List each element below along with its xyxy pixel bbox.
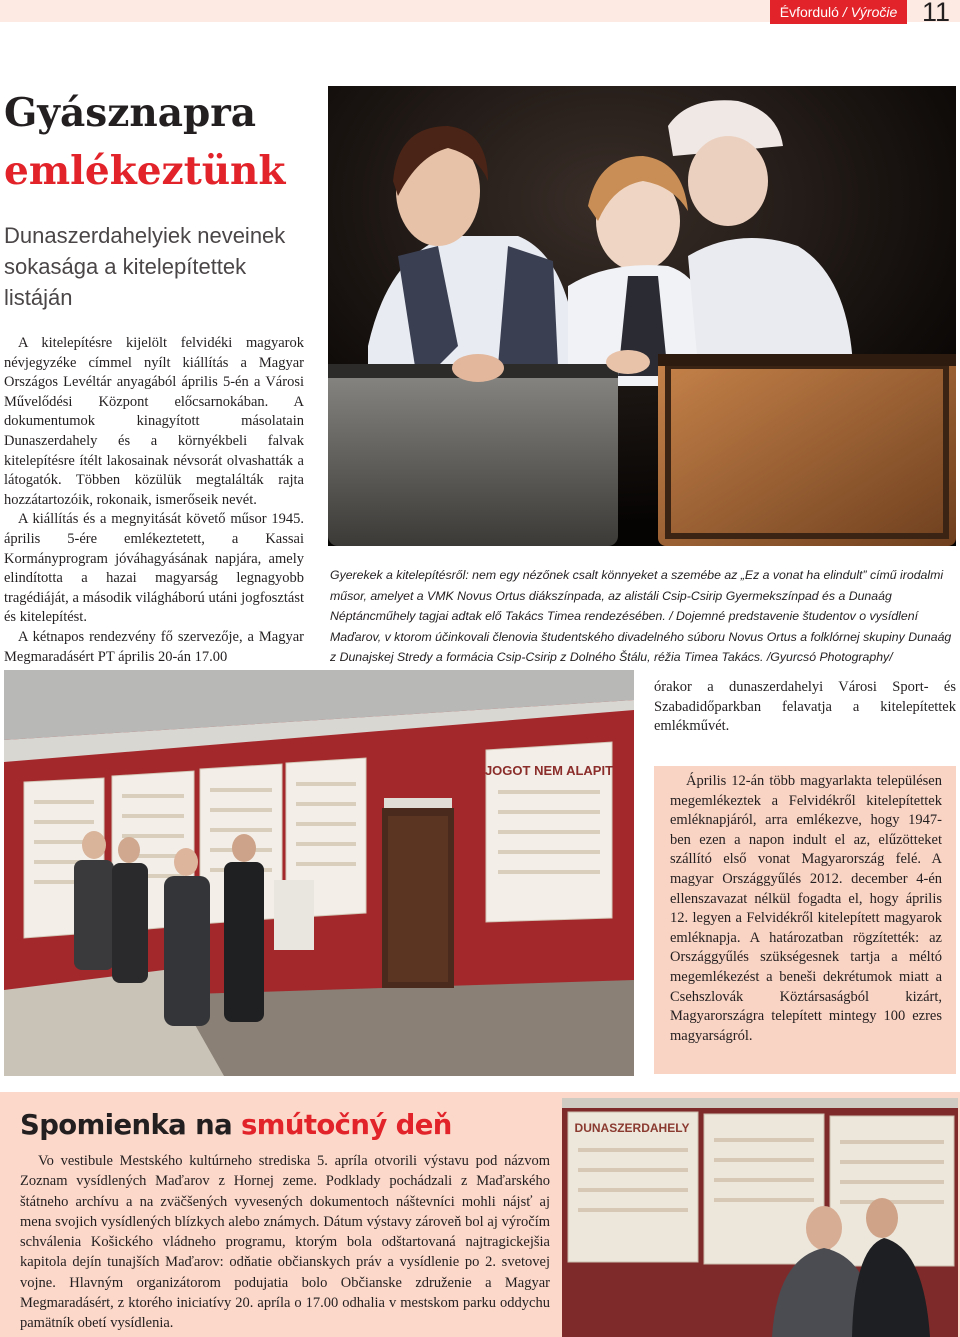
photo-children-with-suitcases bbox=[328, 86, 956, 546]
article-paragraph-1: A kitelepítésre kijelölt felvidéki magyarok névjegyzéke címmel nyílt kiállítás a Magyar Országos Levéltár anyagából április 5-én a Városi Művelődési Központ előcsarnokában. A dokumentumok kinagyított másolatain Dunaszerdahely és a környékbeli falvak kitelepítésre ítélt lakosainak névsorát olvashatták a látogatók. Többen közülük megtalálták rajta hozzátartozóik, rokonaik, ismerőseik nevét. bbox=[4, 335, 304, 508]
article-paragraph-3-continued: órakor a dunaszerdahelyi Városi Sport- és Szabadidőparkban felavatja a kitelepítettek emlékművét. bbox=[654, 679, 956, 735]
highlight-box-text bbox=[670, 772, 942, 1046]
caption-slovak: / Dojemné predstavenie študentov o vysídlení Maďarov, v ktorom účinkovali členovia študentského divadelného súboru Novus Ortus a folklórnej skupiny Dunaág z Dunajskej Stredy a formácia Csip-Csirip z Dolného Štálu, réžia Timea Takács. bbox=[330, 609, 952, 665]
visitors-photo-illustration bbox=[562, 1098, 958, 1337]
article-paragraph-3: A kétnapos rendezvény fő szervezője, a Magyar Megmaradásért PT április 20-án 17.00 bbox=[4, 628, 304, 665]
article-paragraph-2: A kiállítás és a megnyitását követő műsor 1945. április 5-ére emlékeztetett, a Kassai Kormányprogram jóváhagyásának napjára, amely elindította a hazai magyarság legnagyobb tragédiáját, a második világháború utáni jogfosztást és kitelepítést. bbox=[4, 511, 304, 626]
headline-line-2: emlékeztünk bbox=[4, 148, 286, 194]
children-photo-illustration bbox=[328, 86, 956, 546]
slovak-headline-red: smútočný deň bbox=[241, 1109, 452, 1141]
exhibition-poster-title: JOGOT NEM ALAPIT bbox=[484, 763, 614, 778]
section-label-hu: Évforduló bbox=[779, 4, 839, 20]
exhibition-photo-illustration bbox=[4, 670, 634, 1076]
slovak-body bbox=[20, 1151, 550, 1334]
photo-credit: /Gyurcsó Photography/ bbox=[766, 650, 893, 665]
highlight-paragraph: Április 12-án több magyarlakta településen megemlékeztek a Felvidékről kitelepítettek emléknapjáról, arra emlékezve, hogy 1947-ben ezen a napon indult el az, elűzötteket szállító első vonat Magyarország felé. A magyar Országgyűlés 2012. december 4-én ellenszavazat nélkül fogadta el, hogy április 12. legyen a Felvidékről kitelepített magyarok emléknapja. A határozatban rögzítették: az Országgyűlés szükségesnek tartja a méltó megemlékezést a beneši dekrétumok miatt a Csehszlovák Köztársaságból kizárt, Magyarországra telepített mintegy 100 ezres magyarságról. bbox=[670, 773, 942, 1044]
caption-hungarian: Gyerekek a kitelepítésről: nem egy nézőnek csalt könnyeket a szemébe az „Ez a vonat ha elindult” című irodalmi műsor, amelyet a VMK Novus Ortus diákszínpada, az alistáli Csip-Csirip Gyermekszínpad és a Dunaág Néptáncműhely tagjai adtak elő Takács Timea rendezésében. bbox=[330, 568, 944, 624]
visitors-poster-title: DUNASZERDAHELY bbox=[574, 1121, 690, 1135]
photo-caption bbox=[330, 565, 956, 668]
article-headline bbox=[4, 84, 324, 200]
section-label-sk: Výročie bbox=[850, 4, 898, 20]
photo-visitors-at-exhibition bbox=[562, 1098, 958, 1337]
page-number: 11 bbox=[921, 0, 951, 27]
section-tag bbox=[770, 0, 907, 24]
photo-exhibition-hall bbox=[4, 670, 634, 1076]
article-lead-column bbox=[4, 334, 304, 667]
slovak-paragraph: Vo vestibule Mestského kultúrneho strediska 5. apríla otvorili výstavu pod názvom Zoznam vysídlených Maďarov z Hornej zeme. Podklady pochádzali z Maďarského štátneho archívu a na zväčšených vyvesených dokumentoch náštevníci mohli nájsť aj mena svojich vysídlených blízkych alebo známych. Dátum výstavy zároveň bol aj výročím schválenia Košického vládneho programu, ktorým bola odštartovaná najtragickejšia kapitola dejín tunajších Maďarov: odňatie občianskych práv a vysídlenie po 2. svetovej vojne. Hlavným organizátorom podujatia bolo Občianske združenie a Magyar Megmaradásért, z ktorého iniciatívy 20. apríla o 17.00 odhalia v mestskom parku oddychu pamätník obetí vysídlenia. bbox=[20, 1153, 550, 1332]
article-subheadline: Dunaszerdahelyiek neveinek sokasága a kitelepítettek listáján bbox=[4, 223, 286, 310]
section-separator: / bbox=[838, 4, 851, 20]
slovak-headline bbox=[20, 1103, 452, 1147]
slovak-headline-black: Spomienka na bbox=[20, 1109, 242, 1141]
headline-line-1: Gyásznapra bbox=[4, 90, 257, 136]
